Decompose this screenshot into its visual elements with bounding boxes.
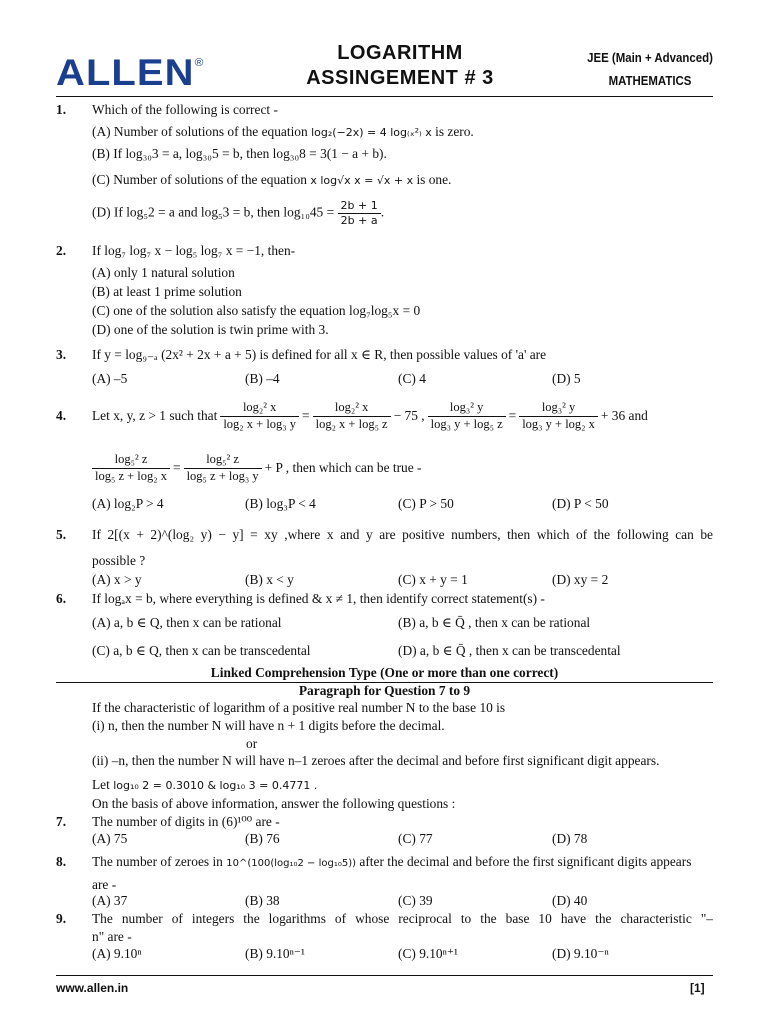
q7-option-d: (D) 78 [552,831,588,846]
q2-option-a: (A) only 1 natural solution [92,265,235,280]
q6-option-a: (A) a, b ∈ Q, then x can be rational [92,615,282,630]
page-number: [1] [690,981,705,995]
q8-number: 8. [56,854,67,869]
footer-divider [56,975,713,976]
q6-number: 6. [56,591,67,606]
footer-url[interactable]: www.allen.in [56,981,129,995]
q9-stem-cont: n" are - [92,929,132,944]
q7-number: 7. [56,814,67,829]
q3-number: 3. [56,347,67,362]
header-divider [56,96,713,97]
paragraph-line4: (ii) –n, then the number N will have n–1 zeroes after the decimal and before first significant digit appears. [92,753,660,768]
q9-option-b: (B) 9.10ⁿ⁻¹ [245,946,305,961]
q1-stem: Which of the following is correct - [92,102,278,117]
q2-number: 2. [56,243,67,258]
q4-option-a: (A) log₂P > 4 [92,496,164,511]
q6-option-c: (C) a, b ∈ Q, then x can be transcedental [92,643,311,658]
paragraph-or: or [246,736,258,751]
paragraph-title: Paragraph for Question 7 to 9 [298,683,471,698]
q8-option-b: (B) 38 [245,893,280,908]
q5-option-c: (C) x + y = 1 [398,572,468,587]
q8-stem-cont: are - [92,877,117,892]
q1-option-d: (D) If log₅2 = a and log₅3 = b, then log₁₀45 = $\frac{2b + 1}{2b + a}$ . [92,199,385,227]
q4-number: 4. [56,408,67,423]
q7-option-a: (A) 75 [92,831,128,846]
q5-option-a: (A) x > y [92,572,142,587]
paragraph-line1: If the characteristic of logarithm of a positive real number N to the base 10 is [92,700,506,715]
q3-stem: If y = log₉₋ₐ (2x² + 2x + a + 5) is defined for all x ∈ R, then possible values of 'a' are [92,347,547,362]
q5-option-d: (D) xy = 2 [552,572,609,587]
q4-option-c: (C) P > 50 [398,496,454,511]
subject-label: MATHEMATICS [608,73,692,88]
q8-stem: The number of zeroes in 10^(100(log₁₀2 − log₁₀5)) after the decimal and before the first significant digits appears [92,854,692,869]
q4-equation-line1: Let x, y, z > 1 such that $\frac{\text{log₂² x}}{\text{log₂ x + log₃ y}}$ = $\frac{\text{log₂² x}}{\text{log₂ x + log₅ z}}$ − 75 , $\frac{\text{log₃² y}}{\text{log₃ y + log₅ z}}$ = $\frac{\text{log₃² y}}{\text{log₃ y + log₂ x}}$ + 36 and [92,399,648,431]
allen-logo: ALLEN® [56,52,205,93]
q9-option-a: (A) 9.10ⁿ [92,946,142,961]
q5-number: 5. [56,527,67,542]
q5-option-b: (B) x < y [245,572,294,587]
q3-option-c: (C) 4 [398,371,426,386]
q9-option-d: (D) 9.10⁻ⁿ [552,946,609,961]
q6-option-d: (D) a, b ∈ Q̄ , then x can be transcedental [398,643,621,658]
paragraph-line2: (i) n, then the number N will have n + 1 digits before the decimal. [92,718,445,733]
section-title: Linked Comprehension Type (One or more than one correct) [210,665,559,680]
q5-stem: If 2[(x + 2)^(log₂ y) − y] = xy ,where x and y are positive numbers, then which of the following can be [92,527,713,542]
q8-option-a: (A) 37 [92,893,128,908]
q6-option-b: (B) a, b ∈ Q̄ , then x can be rational [398,615,591,630]
q4-equation-line2: $\frac{\text{log₅² z}}{\text{log₅ z + log₂ x}}$ = $\frac{\text{log₅² z}}{\text{log₅ z + log₃ y}}$ + P , then which can be true - [92,448,422,488]
q9-stem: The number of integers the logarithms of whose reciprocal to the base 10 have the characteristic "– [92,911,713,926]
q2-option-b: (B) at least 1 prime solution [92,284,242,299]
q7-stem: The number of digits in (6)¹⁰⁰ are - [92,814,280,829]
q2-option-c: (C) one of the solution also satisfy the equation log₇log₅x = 0 [92,303,421,318]
q1-option-c: (C) Number of solutions of the equation x log√x x = √x + x is one. [92,172,452,187]
q6-stem: If logₐx = b, where everything is defined & x ≠ 1, then identify correct statement(s) - [92,591,545,606]
q5-stem-cont: possible ? [92,553,146,568]
paragraph-line5: Let log₁₀ 2 = 0.3010 & log₁₀ 3 = 0.4771 . [92,777,318,792]
q2-option-d: (D) one of the solution is twin prime with 3. [92,322,329,337]
q3-option-d: (D) 5 [552,371,581,386]
exam-label: JEE (Main + Advanced) [587,50,713,65]
q4-option-b: (B) log₃P < 4 [245,496,316,511]
q9-option-c: (C) 9.10ⁿ⁺¹ [398,946,458,961]
q3-option-b: (B) –4 [245,371,280,386]
q3-option-a: (A) –5 [92,371,128,386]
q1-option-b: (B) If log₃₀3 = a, log₃₀5 = b, then log₃₀8 = 3(1 − a + b). [92,146,387,161]
q8-option-c: (C) 39 [398,893,433,908]
page-title-line1: LOGARITHM [337,42,463,64]
q1-number: 1. [56,102,67,117]
q2-stem: If log₇ log₇ x − log₅ log₇ x = −1, then- [92,243,296,258]
q4-option-d: (D) P < 50 [552,496,609,511]
page-title-line2: ASSINGEMENT # 3 [306,67,494,89]
paragraph-line6: On the basis of above information, answer the following questions : [92,796,456,811]
q7-option-b: (B) 76 [245,831,280,846]
q9-number: 9. [56,911,67,926]
q7-option-c: (C) 77 [398,831,433,846]
q8-option-d: (D) 40 [552,893,588,908]
q1-option-a: (A) Number of solutions of the equation log₂(−2x) = 4 log₍ₓ²₎ x is zero. [92,124,474,139]
